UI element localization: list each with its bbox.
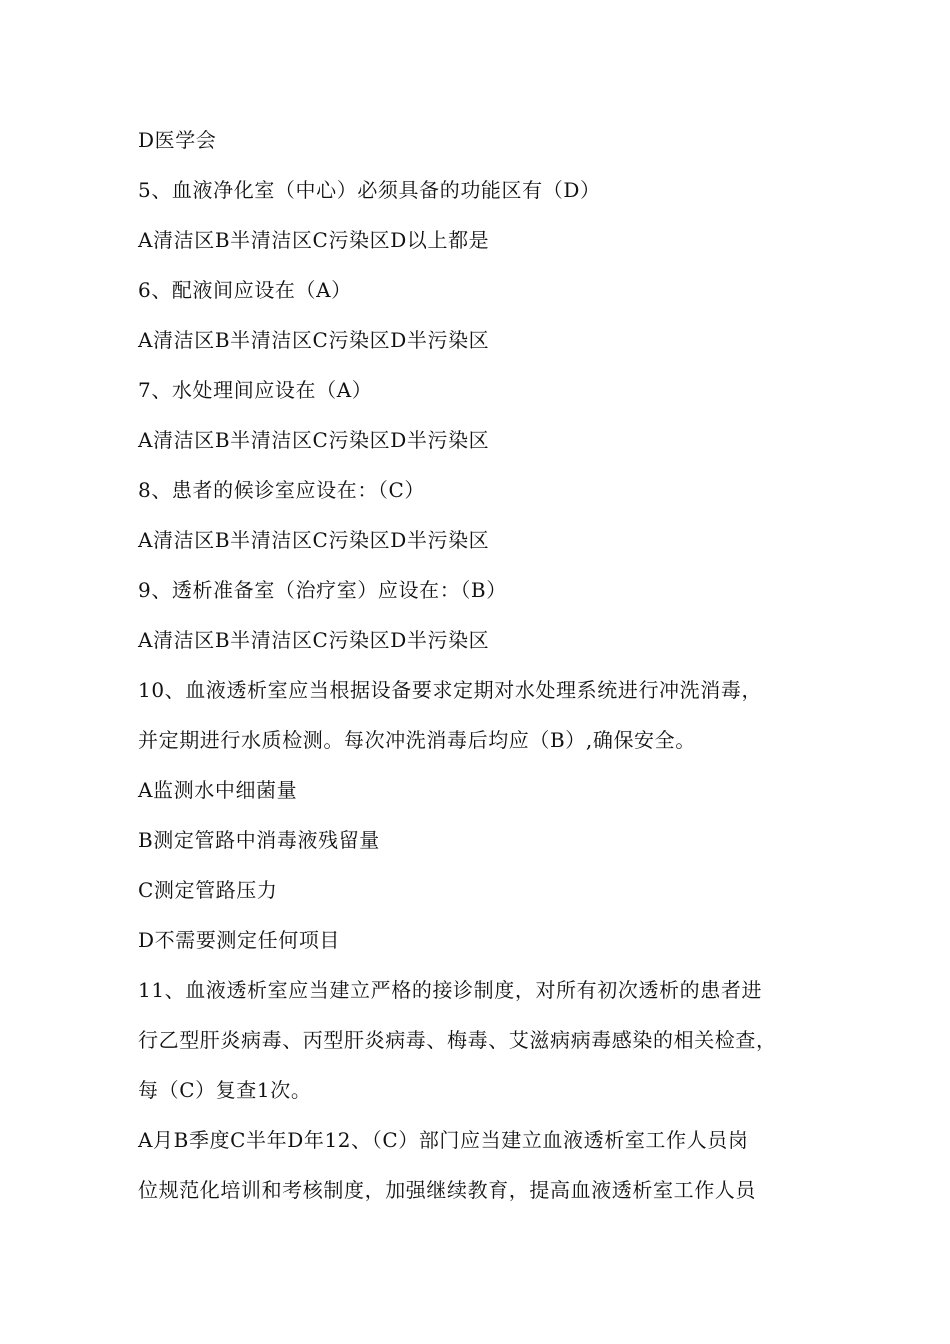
question-11-line-2: 行乙型肝炎病毒、丙型肝炎病毒、梅毒、艾滋病病毒感染的相关检查，	[138, 1028, 777, 1052]
question-10-option-d: D不需要测定任何项目	[138, 928, 341, 952]
question-11-line-1: 11、血液透析室应当建立严格的接诊制度，对所有初次透析的患者进	[138, 978, 763, 1002]
question-11-line-3: 每（C）复查1次。	[138, 1078, 312, 1102]
question-10-line-1: 10、血液透析室应当根据设备要求定期对水处理系统进行冲洗消毒，	[138, 678, 763, 702]
question-7: 7、水处理间应设在（A）	[138, 378, 373, 402]
document-body	[138, 120, 828, 1220]
question-6: 6、配液间应设在（A）	[138, 278, 352, 302]
question-12-line-2: 位规范化培训和考核制度，加强继续教育，提高血液透析室工作人员	[138, 1178, 756, 1202]
text-line-option-d: D医学会	[138, 128, 217, 152]
question-10-option-b: B测定管路中消毒液残留量	[138, 828, 380, 852]
question-7-options: A清洁区B半清洁区C污染区D半污染区	[138, 428, 490, 452]
question-10-option-a: A监测水中细菌量	[138, 778, 298, 802]
question-5-options: A清洁区B半清洁区C污染区D以上都是	[138, 228, 490, 252]
question-5: 5、血液净化室（中心）必须具备的功能区有（D）	[138, 178, 601, 202]
question-11-options-and-question-12: A月B季度C半年D年12、（C）部门应当建立血液透析室工作人员岗	[138, 1128, 749, 1152]
question-6-options: A清洁区B半清洁区C污染区D半污染区	[138, 328, 490, 352]
question-9: 9、透析准备室（治疗室）应设在：（B）	[138, 578, 507, 602]
question-8-options: A清洁区B半清洁区C污染区D半污染区	[138, 528, 490, 552]
question-10-line-2: 并定期进行水质检测。每次冲洗消毒后均应（B）,确保安全。	[138, 728, 696, 752]
question-9-options: A清洁区B半清洁区C污染区D半污染区	[138, 628, 490, 652]
question-10-option-c: C测定管路压力	[138, 878, 278, 902]
question-8: 8、患者的候诊室应设在：（C）	[138, 478, 426, 502]
